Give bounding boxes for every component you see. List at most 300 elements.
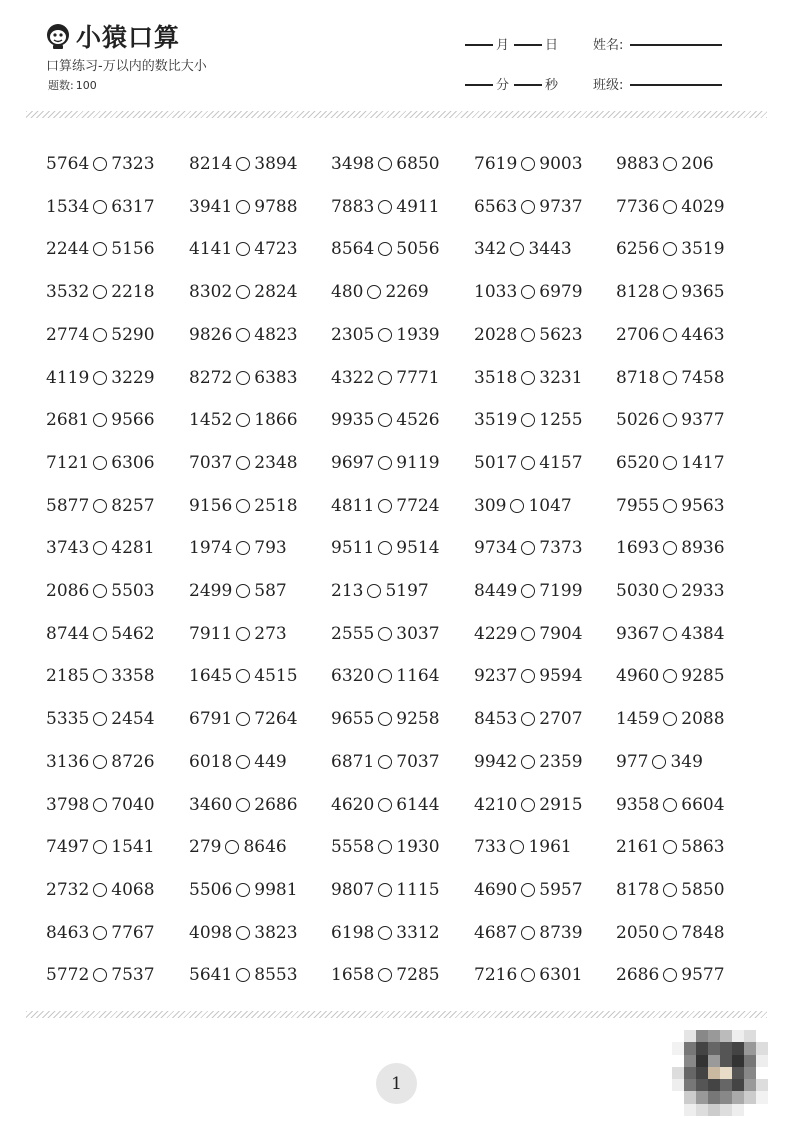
- answer-circle[interactable]: [663, 627, 677, 641]
- left-number: 7955: [616, 495, 660, 516]
- answer-circle[interactable]: [378, 157, 392, 171]
- left-number: 9156: [189, 495, 233, 516]
- right-number: 4463: [681, 324, 725, 345]
- problem-item: [474, 193, 583, 221]
- right-number: 1255: [539, 410, 583, 431]
- answer-circle[interactable]: [521, 200, 535, 214]
- answer-circle[interactable]: [663, 926, 677, 940]
- left-number: 9942: [474, 751, 518, 772]
- answer-circle[interactable]: [378, 413, 392, 427]
- problem-item: [474, 833, 572, 861]
- left-number: 733: [474, 837, 507, 858]
- problem-item: [616, 193, 725, 221]
- answer-circle[interactable]: [663, 798, 677, 812]
- left-number: 2185: [46, 666, 90, 687]
- right-number: 8936: [681, 538, 725, 559]
- right-number: 1930: [396, 837, 440, 858]
- answer-circle[interactable]: [93, 883, 107, 897]
- left-number: 2774: [46, 324, 90, 345]
- left-number: 2499: [189, 581, 233, 601]
- problem-item: [616, 919, 725, 947]
- answer-circle[interactable]: [93, 627, 107, 641]
- problem-item: [46, 577, 155, 605]
- problem-row: [46, 278, 746, 306]
- right-number: 9981: [254, 879, 298, 900]
- problem-item: [331, 620, 440, 648]
- answer-circle[interactable]: [93, 371, 107, 385]
- left-number: 342: [474, 239, 507, 260]
- answer-circle[interactable]: [663, 456, 677, 470]
- right-number: 1115: [396, 879, 440, 900]
- left-number: 9367: [616, 623, 660, 644]
- problem-item: [474, 919, 583, 947]
- answer-circle[interactable]: [236, 499, 250, 513]
- right-number: 6317: [111, 196, 155, 217]
- right-number: 3229: [111, 367, 155, 388]
- problem-item: [46, 662, 155, 690]
- answer-circle[interactable]: [236, 926, 250, 940]
- second-field[interactable]: [514, 84, 542, 86]
- left-number: 5026: [616, 410, 660, 431]
- right-number: 3312: [396, 922, 440, 943]
- problem-count: [46, 77, 97, 93]
- answer-circle[interactable]: [236, 200, 250, 214]
- problem-item: [189, 278, 298, 306]
- qr-code-icon: [672, 1030, 768, 1116]
- right-number: 4723: [254, 239, 298, 260]
- right-number: 5290: [111, 324, 155, 345]
- left-number: 2555: [331, 623, 375, 644]
- answer-circle[interactable]: [663, 242, 677, 256]
- right-number: 9566: [111, 410, 155, 431]
- problem-item: [331, 961, 440, 989]
- problem-row: [46, 406, 746, 434]
- problem-item: [189, 534, 287, 562]
- answer-circle[interactable]: [663, 328, 677, 342]
- answer-circle[interactable]: [378, 798, 392, 812]
- answer-circle[interactable]: [367, 584, 381, 598]
- answer-circle[interactable]: [93, 968, 107, 982]
- answer-circle[interactable]: [378, 541, 392, 555]
- logo-text: 小猿口算: [76, 23, 181, 52]
- problem-item: [331, 534, 440, 562]
- monkey-logo-icon: [44, 22, 72, 50]
- answer-circle[interactable]: [236, 669, 250, 683]
- answer-circle[interactable]: [663, 413, 677, 427]
- right-number: 2915: [539, 794, 583, 815]
- right-number: 587: [254, 581, 287, 601]
- right-number: 4281: [111, 538, 155, 559]
- answer-circle[interactable]: [663, 157, 677, 171]
- right-number: 1541: [111, 837, 155, 858]
- answer-circle[interactable]: [93, 669, 107, 683]
- answer-circle[interactable]: [236, 798, 250, 812]
- right-number: 8726: [111, 751, 155, 772]
- left-number: 2681: [46, 410, 90, 431]
- left-number: 5764: [46, 154, 90, 174]
- right-number: 9737: [539, 196, 583, 217]
- right-number: 2088: [681, 709, 725, 730]
- answer-circle[interactable]: [225, 840, 239, 854]
- left-number: 7121: [46, 452, 90, 473]
- problem-item: [616, 150, 714, 178]
- problem-item: [46, 278, 155, 306]
- left-number: 1534: [46, 196, 90, 217]
- answer-circle[interactable]: [521, 285, 535, 299]
- problem-item: [616, 662, 725, 690]
- problem-item: [331, 150, 440, 178]
- right-number: 9594: [539, 666, 583, 687]
- right-number: 9563: [681, 495, 725, 516]
- left-number: 2244: [46, 239, 90, 260]
- problem-item: [189, 577, 287, 605]
- problem-item: [331, 705, 440, 733]
- right-number: 1866: [254, 410, 298, 431]
- left-number: 9734: [474, 538, 518, 559]
- problem-row: [46, 492, 746, 520]
- right-number: 2707: [539, 709, 583, 730]
- left-number: 6320: [331, 666, 375, 687]
- answer-circle[interactable]: [236, 712, 250, 726]
- left-number: 977: [616, 751, 649, 772]
- answer-circle[interactable]: [510, 499, 524, 513]
- problem-item: [474, 364, 583, 392]
- answer-circle[interactable]: [521, 883, 535, 897]
- answer-circle[interactable]: [521, 157, 535, 171]
- right-number: 4068: [111, 879, 155, 900]
- left-number: 8718: [616, 367, 660, 388]
- answer-circle[interactable]: [236, 755, 250, 769]
- answer-circle[interactable]: [663, 584, 677, 598]
- right-number: 1417: [681, 452, 725, 473]
- right-number: 1047: [528, 495, 572, 516]
- left-number: 9807: [331, 879, 375, 900]
- day-field[interactable]: [514, 44, 542, 46]
- answer-circle[interactable]: [93, 499, 107, 513]
- left-number: 6871: [331, 751, 375, 772]
- left-number: 7497: [46, 837, 90, 858]
- answer-circle[interactable]: [521, 541, 535, 555]
- answer-circle[interactable]: [663, 200, 677, 214]
- answer-circle[interactable]: [378, 627, 392, 641]
- right-number: 4911: [396, 196, 440, 217]
- answer-circle[interactable]: [236, 371, 250, 385]
- problem-item: [46, 150, 155, 178]
- left-number: 8453: [474, 709, 518, 730]
- answer-circle[interactable]: [93, 242, 107, 256]
- answer-circle[interactable]: [663, 840, 677, 854]
- answer-circle[interactable]: [378, 456, 392, 470]
- minute-field[interactable]: [465, 84, 493, 86]
- answer-circle[interactable]: [521, 371, 535, 385]
- right-number: 2824: [254, 282, 298, 303]
- answer-circle[interactable]: [521, 584, 535, 598]
- problem-row: [46, 235, 746, 263]
- problem-item: [474, 235, 572, 263]
- answer-circle[interactable]: [93, 798, 107, 812]
- right-number: 1164: [396, 666, 440, 687]
- answer-circle[interactable]: [236, 242, 250, 256]
- problem-item: [189, 961, 298, 989]
- right-number: 7264: [254, 709, 298, 730]
- left-number: 8214: [189, 154, 233, 174]
- right-number: 6604: [681, 794, 725, 815]
- answer-circle[interactable]: [236, 541, 250, 555]
- problem-item: [616, 406, 725, 434]
- answer-circle[interactable]: [378, 968, 392, 982]
- bottom-divider: [26, 1011, 767, 1018]
- problem-item: [474, 748, 583, 776]
- answer-circle[interactable]: [236, 627, 250, 641]
- problem-item: [46, 364, 155, 392]
- right-number: 4384: [681, 623, 725, 644]
- answer-circle[interactable]: [652, 755, 666, 769]
- right-number: 1939: [396, 324, 440, 345]
- right-number: 206: [681, 154, 714, 174]
- left-number: 9655: [331, 709, 375, 730]
- answer-circle[interactable]: [93, 755, 107, 769]
- right-number: 449: [254, 751, 287, 772]
- answer-circle[interactable]: [521, 669, 535, 683]
- answer-circle[interactable]: [93, 157, 107, 171]
- right-number: 5850: [681, 879, 725, 900]
- problem-item: [474, 150, 583, 178]
- problem-item: [46, 876, 155, 904]
- problem-item: [189, 449, 298, 477]
- right-number: 7904: [539, 623, 583, 644]
- answer-circle[interactable]: [367, 285, 381, 299]
- left-number: 8463: [46, 922, 90, 943]
- left-number: 7736: [616, 196, 660, 217]
- left-number: 2161: [616, 837, 660, 858]
- answer-circle[interactable]: [521, 968, 535, 982]
- answer-circle[interactable]: [93, 413, 107, 427]
- answer-circle[interactable]: [521, 627, 535, 641]
- right-number: 5503: [111, 581, 155, 601]
- right-number: 4823: [254, 324, 298, 345]
- left-number: 3460: [189, 794, 233, 815]
- left-number: 4141: [189, 239, 233, 260]
- left-number: 7911: [189, 623, 233, 644]
- right-number: 7199: [539, 581, 583, 601]
- problem-item: [331, 321, 440, 349]
- answer-circle[interactable]: [521, 712, 535, 726]
- left-number: 1033: [474, 282, 518, 303]
- problem-item: [46, 235, 155, 263]
- problem-item: [189, 193, 298, 221]
- left-number: 5335: [46, 709, 90, 730]
- answer-circle[interactable]: [236, 157, 250, 171]
- answer-circle[interactable]: [93, 926, 107, 940]
- left-number: 2028: [474, 324, 518, 345]
- left-number: 2732: [46, 879, 90, 900]
- left-number: 9511: [331, 538, 375, 559]
- answer-circle[interactable]: [663, 883, 677, 897]
- problem-item: [331, 662, 440, 690]
- answer-circle[interactable]: [93, 328, 107, 342]
- left-number: 4229: [474, 623, 518, 644]
- right-number: 5623: [539, 324, 583, 345]
- problem-item: [331, 278, 429, 306]
- problem-item: [189, 919, 298, 947]
- answer-circle[interactable]: [236, 285, 250, 299]
- month-label: 月: [496, 38, 510, 53]
- answer-circle[interactable]: [521, 755, 535, 769]
- answer-circle[interactable]: [378, 371, 392, 385]
- left-number: 6198: [331, 922, 375, 943]
- left-number: 5030: [616, 581, 660, 601]
- right-number: 7537: [111, 965, 155, 986]
- answer-circle[interactable]: [378, 499, 392, 513]
- left-number: 9358: [616, 794, 660, 815]
- problem-item: [616, 449, 725, 477]
- left-number: 5017: [474, 452, 518, 473]
- problem-item: [616, 534, 725, 562]
- answer-circle[interactable]: [236, 584, 250, 598]
- answer-circle[interactable]: [521, 798, 535, 812]
- answer-circle[interactable]: [378, 200, 392, 214]
- answer-circle[interactable]: [236, 968, 250, 982]
- answer-circle[interactable]: [510, 242, 524, 256]
- right-number: 7323: [111, 154, 155, 174]
- left-number: 480: [331, 282, 364, 303]
- answer-circle[interactable]: [663, 285, 677, 299]
- problem-item: [474, 278, 583, 306]
- answer-circle[interactable]: [378, 712, 392, 726]
- worksheet-subtitle: 口算练习-万以内的数比大小: [46, 59, 207, 74]
- left-number: 3519: [474, 410, 518, 431]
- problem-item: [46, 961, 155, 989]
- right-number: 8739: [539, 922, 583, 943]
- answer-circle[interactable]: [663, 499, 677, 513]
- problem-item: [616, 833, 725, 861]
- right-number: 273: [254, 623, 287, 644]
- answer-circle[interactable]: [663, 371, 677, 385]
- left-number: 7216: [474, 965, 518, 986]
- problem-item: [616, 235, 725, 263]
- answer-circle[interactable]: [378, 669, 392, 683]
- problem-item: [331, 833, 440, 861]
- left-number: 4690: [474, 879, 518, 900]
- class-field[interactable]: [630, 84, 722, 86]
- right-number: 8646: [243, 837, 287, 858]
- left-number: 7037: [189, 452, 233, 473]
- answer-circle[interactable]: [93, 200, 107, 214]
- left-number: 8449: [474, 581, 518, 601]
- answer-circle[interactable]: [521, 413, 535, 427]
- problem-item: [331, 748, 440, 776]
- answer-circle[interactable]: [93, 584, 107, 598]
- answer-circle[interactable]: [663, 669, 677, 683]
- problem-item: [46, 748, 155, 776]
- problem-item: [616, 791, 725, 819]
- answer-circle[interactable]: [510, 840, 524, 854]
- left-number: 4098: [189, 922, 233, 943]
- right-number: 7848: [681, 922, 725, 943]
- left-number: 3498: [331, 154, 375, 174]
- answer-circle[interactable]: [378, 926, 392, 940]
- second-label: 秒: [545, 78, 559, 93]
- problem-item: [331, 235, 440, 263]
- answer-circle[interactable]: [93, 541, 107, 555]
- answer-circle[interactable]: [378, 328, 392, 342]
- left-number: 8302: [189, 282, 233, 303]
- answer-circle[interactable]: [378, 242, 392, 256]
- problem-item: [331, 449, 440, 477]
- problem-item: [616, 492, 725, 520]
- answer-circle[interactable]: [236, 883, 250, 897]
- problem-item: [474, 620, 583, 648]
- answer-circle[interactable]: [521, 926, 535, 940]
- answer-circle[interactable]: [93, 456, 107, 470]
- left-number: 4322: [331, 367, 375, 388]
- name-field[interactable]: [630, 44, 722, 46]
- answer-circle[interactable]: [236, 328, 250, 342]
- right-number: 4526: [396, 410, 440, 431]
- problem-item: [616, 278, 725, 306]
- problem-item: [474, 961, 583, 989]
- answer-circle[interactable]: [93, 285, 107, 299]
- answer-circle[interactable]: [378, 840, 392, 854]
- left-number: 8178: [616, 879, 660, 900]
- page-number: 1: [376, 1063, 417, 1104]
- right-number: 3823: [254, 922, 298, 943]
- problem-item: [189, 406, 298, 434]
- problem-row: [46, 961, 746, 989]
- month-field[interactable]: [465, 44, 493, 46]
- right-number: 5462: [111, 623, 155, 644]
- answer-circle[interactable]: [663, 968, 677, 982]
- right-number: 793: [254, 538, 287, 559]
- left-number: 279: [189, 837, 222, 858]
- problem-item: [331, 364, 440, 392]
- left-number: 1658: [331, 965, 375, 986]
- answer-circle[interactable]: [93, 840, 107, 854]
- problem-item: [616, 577, 725, 605]
- left-number: 2305: [331, 324, 375, 345]
- answer-circle[interactable]: [378, 883, 392, 897]
- problem-item: [474, 876, 583, 904]
- right-number: 5197: [385, 581, 429, 601]
- answer-circle[interactable]: [378, 755, 392, 769]
- answer-circle[interactable]: [236, 413, 250, 427]
- problem-item: [189, 620, 287, 648]
- problem-item: [331, 577, 429, 605]
- right-number: 6144: [396, 794, 440, 815]
- left-number: 3941: [189, 196, 233, 217]
- right-number: 9377: [681, 410, 725, 431]
- right-number: 6383: [254, 367, 298, 388]
- problem-item: [331, 791, 440, 819]
- answer-circle[interactable]: [521, 328, 535, 342]
- problem-item: [46, 620, 155, 648]
- answer-circle[interactable]: [236, 456, 250, 470]
- right-number: 3894: [254, 154, 298, 174]
- problem-item: [46, 705, 155, 733]
- right-number: 9258: [396, 709, 440, 730]
- right-number: 1961: [528, 837, 572, 858]
- answer-circle[interactable]: [93, 712, 107, 726]
- answer-circle[interactable]: [663, 541, 677, 555]
- left-number: 9935: [331, 410, 375, 431]
- left-number: 8272: [189, 367, 233, 388]
- problem-item: [46, 534, 155, 562]
- answer-circle[interactable]: [521, 456, 535, 470]
- answer-circle[interactable]: [663, 712, 677, 726]
- left-number: 4811: [331, 495, 375, 516]
- right-number: 6306: [111, 452, 155, 473]
- problem-item: [616, 705, 725, 733]
